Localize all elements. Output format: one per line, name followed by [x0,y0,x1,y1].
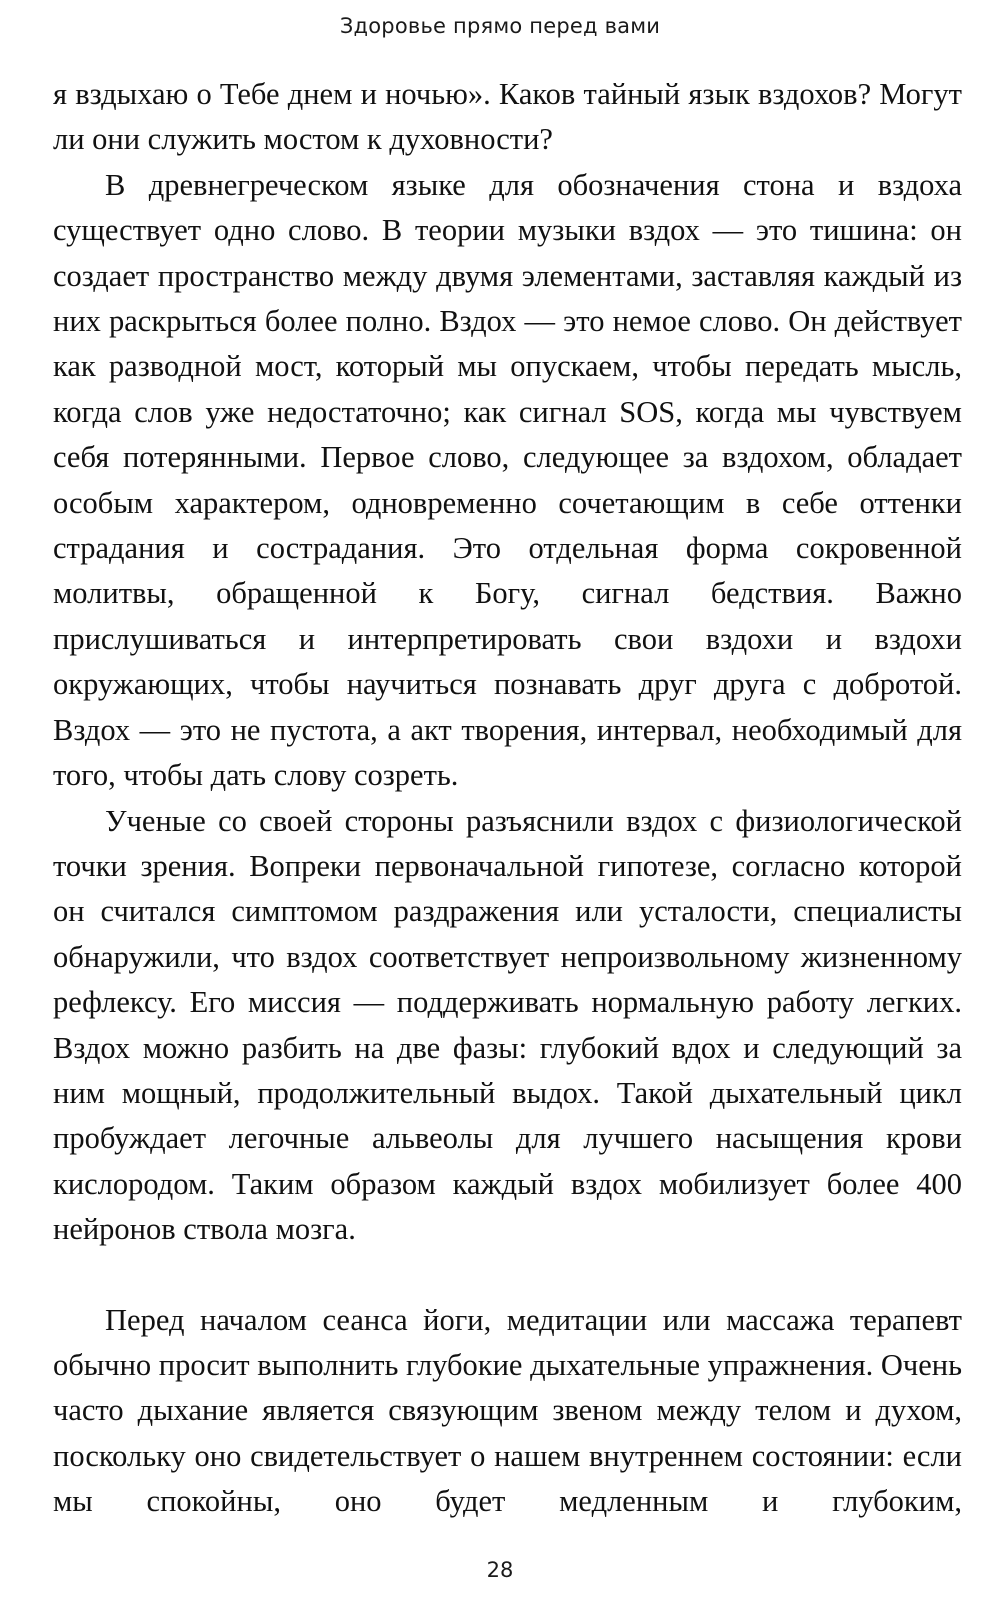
section-break [53,1253,962,1298]
paragraph-sigh-physiology: Ученые со своей стороны разъяснили вздох с физиологической точки зрения. Вопреки первоначальной гипотезе, согласно которой он считался симптомом раздражения или усталости, специалисты обнаружили, что вздох соответствует непроизвольному жизненному рефлексу. Его миссия — поддерживать нормальную работу легких. Вздох можно разбить на две фазы: глубокий вдох и следующий за ним мощный, продолжительный выдох. Такой дыхательный цикл пробуждает легочные альвеолы для лучшего насыщения крови кислородом. Таким образом каждый вздох мобилизует более 400 нейронов ствола мозга. [53,803,962,1247]
body-text [53,72,962,1525]
paragraph-sigh-meaning: В древнегреческом языке для обозначения стона и вздоха существует одно слово. В теории музыки вздох — это тишина: он создает пространство между двумя элементами, заставляя каждый из них раскрыться более полно. Вздох — это немое слово. Он действует как разводной мост, который мы опускаем, чтобы передать мысль, когда слов уже недостаточно; как сигнал SOS, когда мы чувствуем себя потерянными. Первое слово, следующее за вздохом, обладает особым характером, одновременно сочетающим в себе оттенки страдания и сострадания. Это отдельная форма сокровенной молитвы, обращенной к Богу, сигнал бедствия. Важно прислушиваться и интерпретировать свои вздохи и вздохи окружающих, чтобы научиться познавать друг друга с добротой. Вздох — это не пустота, а акт творения, интервал, необходимый для того, чтобы дать слову созреть. [53,167,962,793]
paragraph-continuation: я вздыхаю о Тебе днем и ночью». Каков тайный язык вздохов? Могут ли они служить мостом к духовности? [53,77,962,157]
paragraph-breathing: Перед началом сеанса йоги, медитации или массажа терапевт обычно просит выполнить глубокие дыхательные упражнения. Очень часто дыхание является связующим звеном между телом и духом, поскольку оно свидетельствует о нашем внутреннем состоянии: если мы спокойны, оно будет медленным и глубоким, [53,1302,963,1519]
running-header: Здоровье прямо перед вами [339,14,661,38]
page-number: 28 [486,1558,514,1582]
